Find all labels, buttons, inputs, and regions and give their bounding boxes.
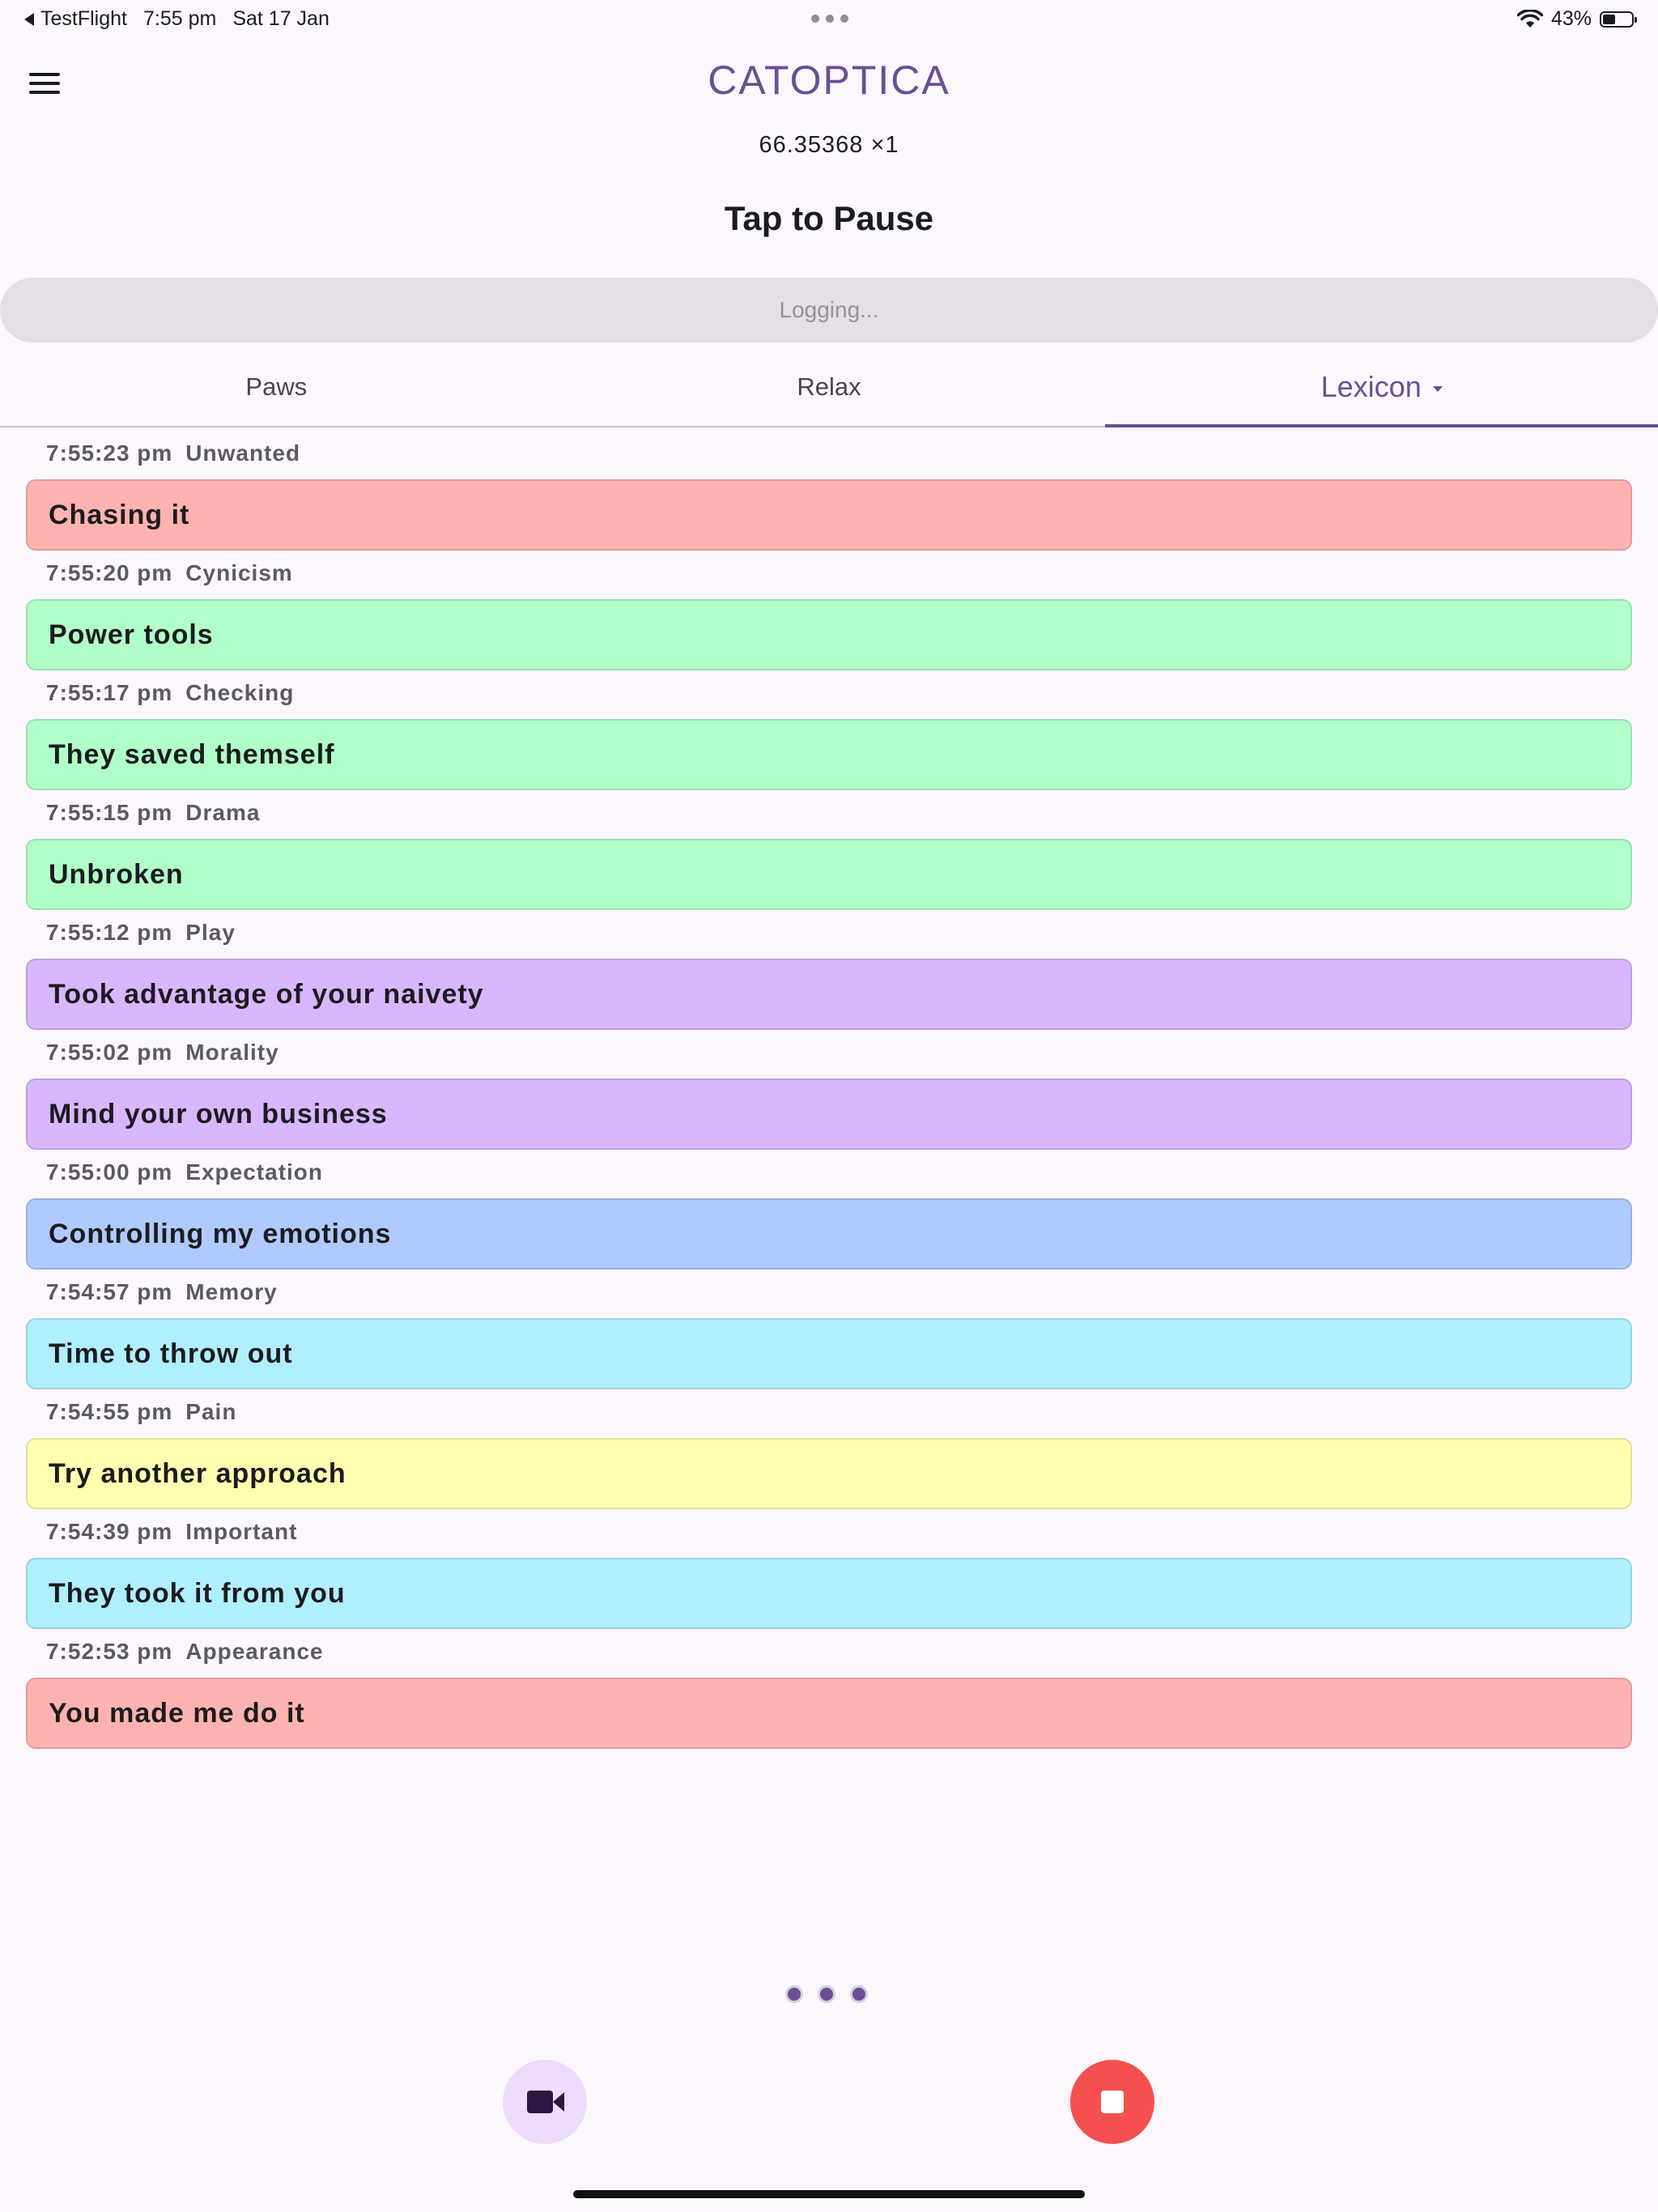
entry-category: Pain	[185, 1399, 237, 1424]
entry-meta	[46, 1040, 279, 1066]
tab-bar	[0, 356, 1658, 428]
back-arrow-icon	[24, 13, 34, 26]
entry-time: 7:52:53 pm	[46, 1639, 173, 1664]
entry-meta	[46, 1279, 278, 1305]
entry-category: Important	[185, 1519, 298, 1544]
entry-time: 7:54:55 pm	[46, 1399, 173, 1424]
list-item	[0, 429, 1658, 549]
list-item	[0, 1388, 1658, 1508]
entry-meta	[46, 1519, 297, 1545]
entry-time: 7:54:39 pm	[46, 1519, 173, 1544]
entry-card[interactable]: Mind your own business	[26, 1078, 1632, 1150]
back-app-label: TestFlight	[40, 7, 127, 30]
entry-card[interactable]: Time to throw out	[26, 1318, 1632, 1389]
list-item	[0, 1508, 1658, 1627]
tab-relax[interactable]	[553, 356, 1106, 426]
dropdown-caret-icon	[1433, 386, 1443, 392]
metric-readout: 66.35368 ×1	[759, 132, 899, 158]
tab-label: Lexicon	[1320, 370, 1422, 403]
entry-category: Expectation	[185, 1159, 323, 1185]
list-item	[0, 908, 1658, 1028]
list-item	[0, 1148, 1658, 1268]
entry-category: Checking	[185, 680, 295, 705]
page-dot[interactable]	[818, 1985, 835, 2003]
page-dot[interactable]	[785, 1985, 803, 2003]
entry-meta	[46, 680, 294, 706]
list-item	[0, 1268, 1658, 1388]
entry-card[interactable]: Power tools	[26, 599, 1632, 670]
entry-meta	[46, 800, 260, 826]
stop-button[interactable]	[1070, 2060, 1154, 2144]
entry-time: 7:54:57 pm	[46, 1279, 173, 1304]
video-camera-lens-icon	[553, 2092, 564, 2112]
home-indicator[interactable]	[573, 2190, 1085, 2198]
entry-meta	[46, 920, 236, 946]
entry-meta	[46, 560, 293, 586]
entry-card[interactable]: You made me do it	[26, 1678, 1632, 1749]
list-item	[0, 789, 1658, 908]
entry-time: 7:55:12 pm	[46, 920, 173, 945]
entry-card[interactable]: Took advantage of your naivety	[26, 959, 1632, 1030]
multitasking-dots[interactable]	[811, 15, 848, 23]
entry-category: Appearance	[185, 1639, 324, 1664]
entry-time: 7:55:17 pm	[46, 680, 173, 705]
entry-meta	[46, 1159, 323, 1185]
entry-category: Cynicism	[185, 560, 293, 585]
status-time: 7:55 pm	[142, 7, 217, 30]
app-title: CATOPTICA	[708, 57, 950, 103]
status-right	[1517, 7, 1634, 31]
entry-card[interactable]: Unbroken	[26, 839, 1632, 910]
list-item	[0, 1627, 1658, 1747]
tab-paws[interactable]	[0, 356, 553, 426]
entry-category: Memory	[185, 1279, 278, 1304]
entry-time: 7:55:20 pm	[46, 560, 173, 585]
status-bar	[0, 0, 1658, 39]
logging-status-bar: Logging...	[0, 278, 1658, 342]
entry-category: Morality	[185, 1040, 279, 1065]
page-dot[interactable]	[850, 1985, 868, 2003]
list-item	[0, 669, 1658, 789]
entry-meta	[46, 1639, 324, 1665]
camera-button[interactable]	[503, 2060, 587, 2144]
page-indicator	[785, 1985, 868, 2003]
entry-time: 7:55:15 pm	[46, 800, 173, 825]
entry-time: 7:55:23 pm	[46, 440, 173, 466]
entry-category: Drama	[185, 800, 261, 825]
dot	[840, 15, 848, 23]
pause-button[interactable]: Tap to Pause	[724, 199, 934, 237]
entry-category: Unwanted	[185, 440, 301, 466]
entry-card[interactable]: They took it from you	[26, 1558, 1632, 1629]
tab-label: Relax	[797, 372, 861, 401]
entry-meta	[46, 440, 300, 466]
stop-icon	[1101, 2091, 1124, 2113]
video-camera-icon	[527, 2091, 553, 2113]
battery-percent: 43%	[1550, 7, 1592, 30]
battery-level	[1603, 15, 1615, 24]
tab-label: Paws	[245, 372, 308, 401]
list-item	[0, 549, 1658, 669]
entry-card[interactable]: They saved themself	[26, 719, 1632, 790]
dot	[826, 15, 834, 23]
entry-category: Play	[185, 920, 236, 945]
dot	[811, 15, 819, 23]
entry-card[interactable]: Controlling my emotions	[26, 1198, 1632, 1270]
wifi-icon	[1517, 10, 1543, 29]
entry-time: 7:55:02 pm	[46, 1040, 173, 1065]
entry-meta	[46, 1399, 236, 1425]
entry-list	[0, 429, 1658, 1747]
entry-card[interactable]: Try another approach	[26, 1438, 1632, 1509]
tab-lexicon[interactable]	[1105, 356, 1658, 426]
entry-time: 7:55:00 pm	[46, 1159, 173, 1185]
entry-card[interactable]: Chasing it	[26, 479, 1632, 551]
back-to-app-link[interactable]	[24, 7, 127, 31]
status-date: Sat 17 Jan	[232, 7, 329, 30]
battery-icon	[1600, 11, 1634, 28]
list-item	[0, 1028, 1658, 1148]
status-left	[24, 7, 329, 31]
